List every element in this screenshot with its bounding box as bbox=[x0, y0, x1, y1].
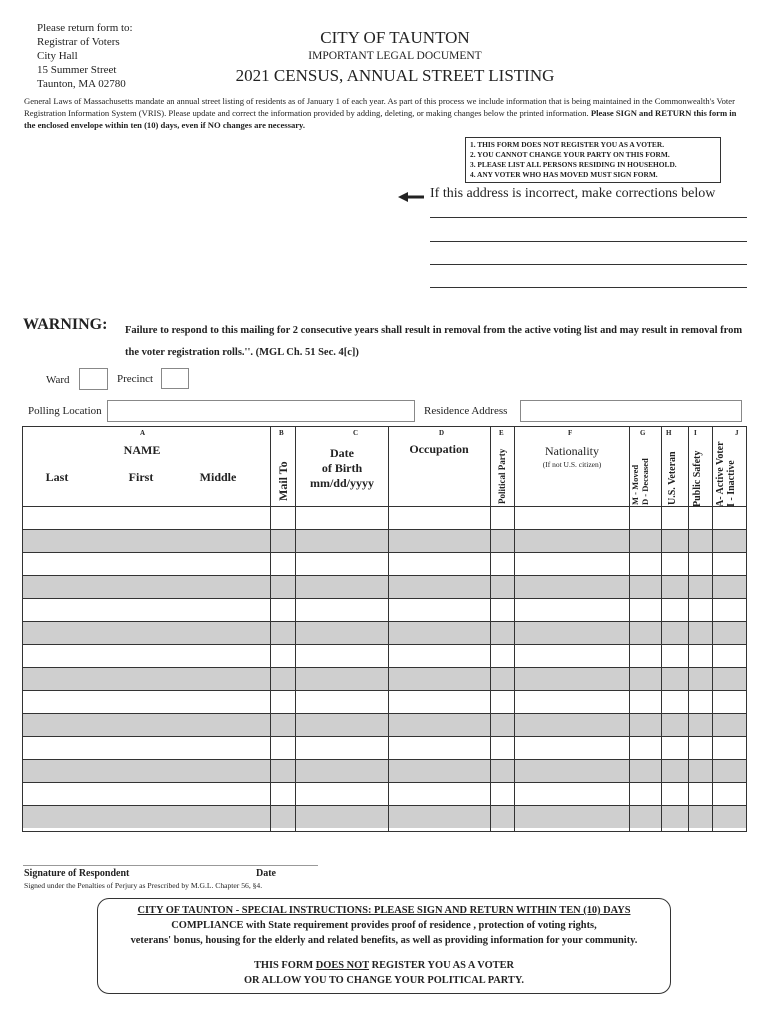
notice-item: 3. PLEASE LIST ALL PERSONS RESIDING IN HOUSEHOLD. bbox=[470, 160, 677, 169]
intro-text: General Laws of Massachusetts mandate an annual street listing of residents as of January 1 of each year. As part of this process we include information that is being maintained in the Commonwealth's Voter Registration Information System (VRIS). Please update and correct the information provided by adding, deleting, or making changes below the printed information. bbox=[24, 96, 735, 118]
column-letter: B bbox=[279, 429, 284, 437]
nationality-note: (If not U.S. citizen) bbox=[542, 460, 602, 469]
table-row[interactable] bbox=[23, 690, 746, 713]
table-row[interactable] bbox=[23, 529, 746, 552]
first-name-header: First bbox=[128, 470, 154, 484]
signature-date-label: Date bbox=[256, 868, 276, 879]
veteran-header: U.S. Veteran bbox=[667, 451, 678, 505]
instructions-line bbox=[98, 958, 670, 973]
public-safety-header: Public Safety bbox=[692, 450, 703, 507]
notice-box bbox=[465, 137, 721, 183]
table-row[interactable] bbox=[23, 644, 746, 667]
table-row[interactable] bbox=[23, 805, 746, 828]
deceased-line: D - Deceased bbox=[640, 458, 650, 505]
notice-item: 4. ANY VOTER WHO HAS MOVED MUST SIGN FORM. bbox=[470, 170, 658, 179]
polling-location-field[interactable] bbox=[107, 400, 415, 422]
political-party-header: Political Party bbox=[497, 448, 507, 504]
ward-field[interactable] bbox=[79, 368, 108, 390]
table-row[interactable] bbox=[23, 621, 746, 644]
table-row[interactable] bbox=[23, 782, 746, 805]
column-divider bbox=[661, 427, 662, 831]
column-divider bbox=[712, 427, 713, 831]
table-row[interactable] bbox=[23, 598, 746, 621]
moved-deceased-header bbox=[630, 458, 650, 505]
active-voter-line: A- Active Voter bbox=[715, 441, 726, 507]
instructions-line: veterans' bonus, housing for the elderly and related benefits, as well as providing information for your community. bbox=[130, 935, 638, 946]
column-letter: C bbox=[353, 429, 359, 437]
voter-status-header bbox=[715, 441, 737, 507]
signature-line[interactable] bbox=[23, 865, 318, 866]
residence-address-label: Residence Address bbox=[424, 405, 508, 417]
instructions-emphasis: DOES NOT bbox=[315, 960, 369, 971]
column-divider bbox=[270, 427, 271, 831]
column-letter: F bbox=[568, 429, 573, 437]
correction-line[interactable] bbox=[430, 217, 747, 218]
intro-paragraph bbox=[24, 95, 749, 131]
precinct-field[interactable] bbox=[161, 368, 189, 389]
return-line: Please return form to: bbox=[37, 22, 133, 34]
special-instructions-box bbox=[97, 898, 671, 994]
column-divider bbox=[295, 427, 296, 831]
dob-line: mm/dd/yyyy bbox=[309, 476, 374, 490]
notice-item: 2. YOU CANNOT CHANGE YOUR PARTY ON THIS FORM. bbox=[470, 150, 670, 159]
precinct-label: Precinct bbox=[117, 373, 154, 385]
inactive-line: I - Inactive bbox=[726, 460, 737, 507]
column-divider bbox=[490, 427, 491, 831]
column-letter: I bbox=[694, 429, 697, 437]
perjury-note: Signed under the Penalties of Perjury as Prescribed by M.G.L. Chapter 56, §4. bbox=[24, 881, 263, 890]
signature-label: Signature of Respondent bbox=[24, 868, 130, 879]
ward-label: Ward bbox=[46, 374, 70, 386]
instructions-text: THIS FORM bbox=[253, 960, 316, 971]
table-row[interactable] bbox=[23, 713, 746, 736]
column-divider bbox=[388, 427, 389, 831]
middle-name-header: Middle bbox=[199, 470, 237, 484]
dob-line: Date bbox=[330, 446, 354, 460]
return-line: Registrar of Voters bbox=[37, 36, 120, 48]
arrow-left-icon bbox=[398, 190, 424, 204]
correction-line[interactable] bbox=[430, 287, 747, 288]
date-of-birth-header bbox=[300, 446, 384, 491]
correction-line[interactable] bbox=[430, 264, 747, 265]
table-row[interactable] bbox=[23, 759, 746, 782]
instructions-line: OR ALLOW YOU TO CHANGE YOUR POLITICAL PARTY. bbox=[243, 975, 525, 986]
correction-label: If this address is incorrect, make corrections below bbox=[430, 186, 716, 201]
legal-document-label: IMPORTANT LEGAL DOCUMENT bbox=[308, 50, 482, 62]
mail-to-header: Mail To bbox=[276, 461, 290, 501]
column-letter: J bbox=[735, 429, 739, 437]
table-row[interactable] bbox=[23, 736, 746, 759]
notice-item: 1. THIS FORM DOES NOT REGISTER YOU AS A VOTER. bbox=[470, 140, 665, 149]
column-divider bbox=[514, 427, 515, 831]
table-row[interactable] bbox=[23, 667, 746, 690]
name-header: NAME bbox=[123, 443, 161, 457]
table-row[interactable] bbox=[23, 506, 746, 529]
residence-address-field[interactable] bbox=[520, 400, 742, 422]
column-letter: A bbox=[140, 429, 146, 437]
return-line: City Hall bbox=[37, 50, 78, 62]
return-address bbox=[37, 21, 133, 91]
instructions-line: COMPLIANCE with State requirement provides proof of residence , protection of voting rights, bbox=[171, 920, 597, 931]
intro-bold-text: Please SIGN and RETURN this form in the enclosed envelope within ten (10) days, even if NO changes are necessary. bbox=[24, 108, 737, 130]
table-row[interactable] bbox=[23, 552, 746, 575]
dob-line: of Birth bbox=[321, 461, 363, 475]
moved-line: M - Moved bbox=[630, 464, 640, 505]
column-letter: D bbox=[439, 429, 445, 437]
instructions-heading: CITY OF TAUNTON - SPECIAL INSTRUCTIONS: PLEASE SIGN AND RETURN WITHIN TEN (10) DAYS bbox=[137, 905, 631, 916]
warning-label: WARNING: bbox=[23, 316, 108, 333]
header-separator bbox=[23, 506, 746, 507]
last-name-header: Last bbox=[45, 470, 69, 484]
column-divider bbox=[688, 427, 689, 831]
column-letter: G bbox=[640, 429, 646, 437]
polling-location-label: Polling Location bbox=[28, 405, 102, 417]
return-line: Taunton, MA 02780 bbox=[37, 78, 126, 90]
column-letter: H bbox=[666, 429, 672, 437]
nationality-header: Nationality bbox=[545, 444, 599, 458]
column-letter: E bbox=[499, 429, 504, 437]
table-row[interactable] bbox=[23, 575, 746, 598]
household-table bbox=[22, 426, 747, 832]
occupation-header: Occupation bbox=[409, 442, 469, 456]
page-title: 2021 CENSUS, ANNUAL STREET LISTING bbox=[235, 66, 555, 85]
instructions-text: REGISTER YOU AS A VOTER bbox=[369, 960, 515, 971]
warning-text: Failure to respond to this mailing for 2 consecutive years shall result in removal from the active voting list and may result in removal from the voter registration rolls.''. (MGL Ch. 51 Sec. 4[c]) bbox=[125, 325, 743, 358]
return-line: 15 Summer Street bbox=[37, 64, 117, 76]
correction-line[interactable] bbox=[430, 241, 747, 242]
city-title: CITY OF TAUNTON bbox=[320, 28, 470, 47]
